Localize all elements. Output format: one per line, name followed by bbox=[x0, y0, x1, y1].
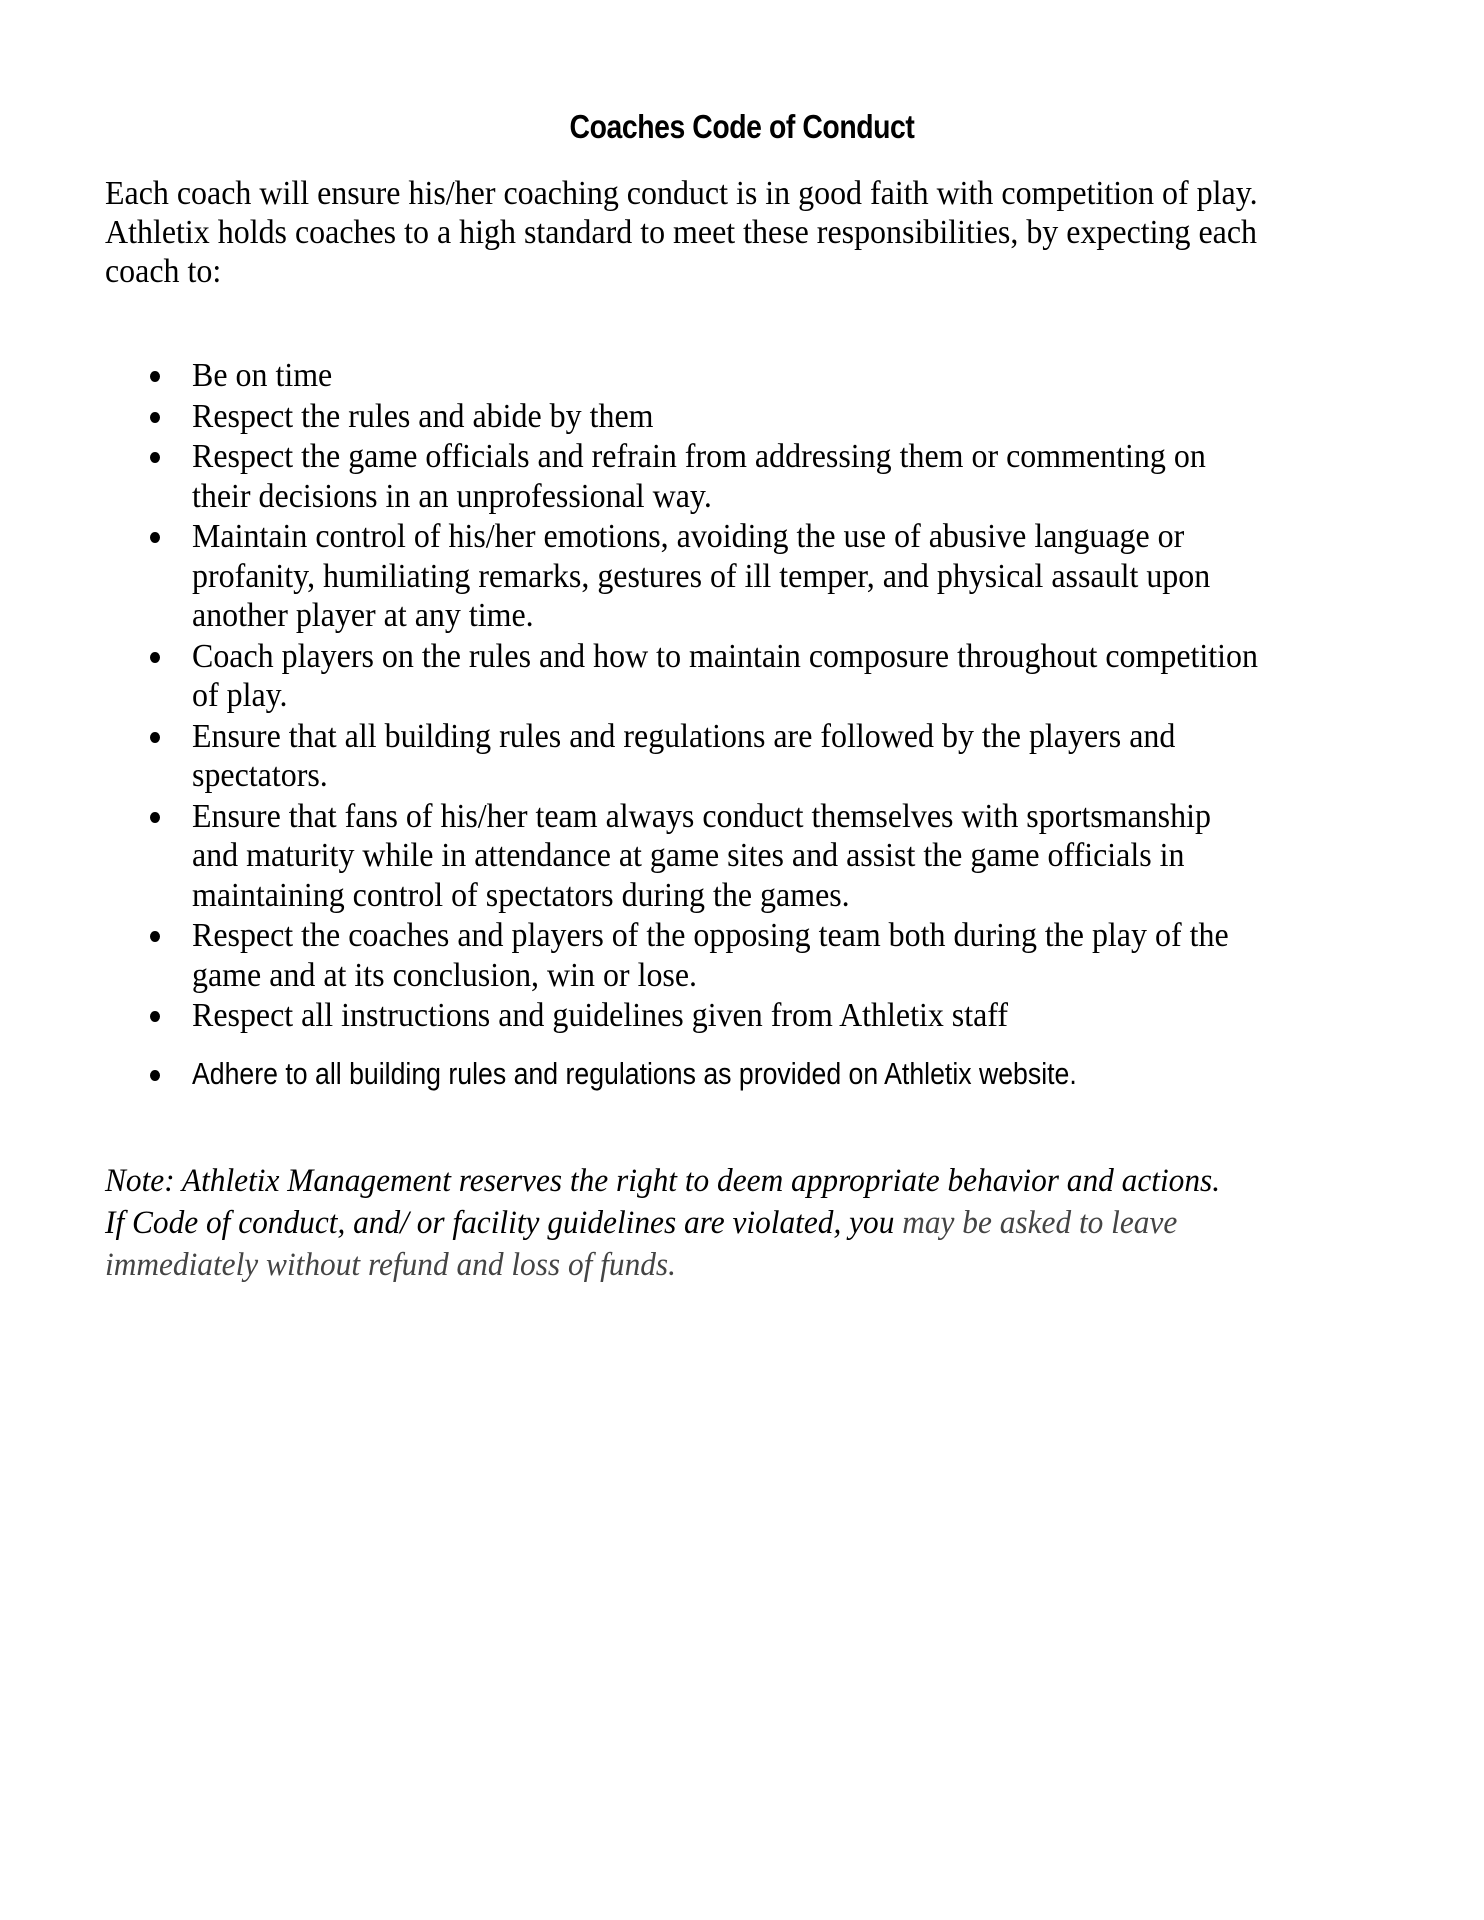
bullet-icon bbox=[150, 371, 160, 382]
note-text-grey: may be asked to leave bbox=[902, 1205, 1178, 1241]
note-paragraph bbox=[105, 1160, 1359, 1286]
list-item: Coach players on the rules and how to maintain composure throughout competition of play. bbox=[105, 637, 1395, 716]
bullet-icon bbox=[150, 931, 160, 942]
bullet-icon bbox=[150, 732, 160, 743]
intro-line: Each coach will ensure his/her coaching conduct is in good faith with competition of play. bbox=[105, 175, 1258, 212]
list-item: Be on time bbox=[105, 356, 1395, 396]
bullet-icon bbox=[150, 412, 160, 423]
bullet-icon bbox=[150, 1011, 160, 1022]
bullet-icon bbox=[150, 452, 160, 463]
document-title: Coaches Code of Conduct bbox=[569, 108, 915, 145]
intro-paragraph bbox=[105, 174, 1327, 291]
intro-line: Athletix holds coaches to a high standard to meet these responsibilities, by expecting each bbox=[105, 214, 1258, 251]
list-item: Respect the coaches and players of the opposing team both during the play of the game and at its conclusion, win or lose. bbox=[105, 916, 1395, 995]
list-item: Respect the game officials and refrain from addressing them or commenting on their decisions in an unprofessional way. bbox=[105, 437, 1395, 516]
note-line: Note: Athletix Management reserves the right to deem appropriate behavior and actions. bbox=[105, 1163, 1221, 1199]
list-item: Maintain control of his/her emotions, avoiding the use of abusive language or profanity, humiliating remarks, gestures of ill temper, and physical assault upon another player at any time. bbox=[105, 517, 1395, 636]
bullet-icon bbox=[150, 812, 160, 823]
list-item: Respect all instructions and guidelines given from Athletix staff bbox=[105, 996, 1395, 1036]
intro-line: coach to: bbox=[105, 253, 222, 290]
list-item: Ensure that fans of his/her team always conduct themselves with sportsmanship and maturity while in attendance at game sites and assist the game officials in maintaining control of spectators during the games. bbox=[105, 797, 1395, 916]
list-item: Ensure that all building rules and regulations are followed by the players and spectators. bbox=[105, 717, 1395, 796]
bullet-icon bbox=[150, 652, 160, 663]
conduct-list bbox=[105, 356, 1395, 1094]
list-item: Adhere to all building rules and regulations as provided on Athletix website. bbox=[105, 1054, 1395, 1094]
bullet-icon bbox=[150, 1070, 160, 1081]
note-text: If Code of conduct, and/ or facility guidelines are violated, you bbox=[105, 1205, 903, 1241]
list-item: Respect the rules and abide by them bbox=[105, 397, 1395, 437]
note-line bbox=[105, 1202, 1359, 1244]
bullet-icon bbox=[150, 532, 160, 543]
note-line: immediately without refund and loss of funds. bbox=[105, 1247, 676, 1283]
